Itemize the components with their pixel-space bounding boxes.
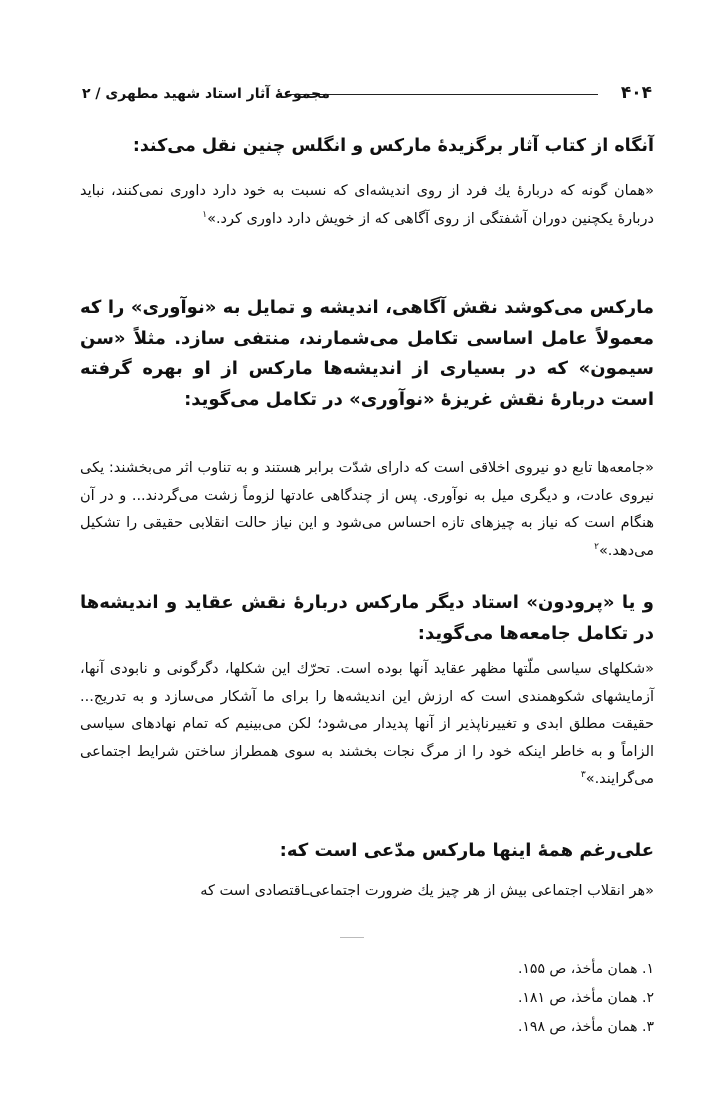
quote-2: «جامعه‌ها تابع دو نیروی اخلاقی است که دارای شدّت برابر هستند و به تناوب اثر می‌بخشند: یکی نیروی عادت، و دیگری میل به نوآوری. پس از چندگاهی عادتها لزوماً زشت می‌گردند... و در آن هنگام است که نیاز به چیزهای تازه احساس می‌شود و این نیاز حالت انقلابی حقیقی را تشکیل می‌دهد.»$^۲$: [80, 460, 654, 559]
footnote-ref-2: ۲: [594, 541, 599, 552]
footnote-ref-3: ۳: [580, 770, 586, 781]
footnote-3: ۳. همان مأخذ، ص ۱۹۸.: [517, 1019, 654, 1035]
page-header: [82, 82, 652, 108]
paragraph-marx-innovation: مارکس می‌کوشد نقش آگاهی، اندیشه و تمایل به «نوآوری» را که معمولاً عامل اساسی تکامل می‌شمارند، منتفی سازد. مثلاً «سن سیمون» که در بسیاری از اندیشه‌ها مارکس از او بهره گرفته است دربارهٔ نقش غریزهٔ «نوآوری» در تکامل می‌گوید:: [80, 297, 654, 410]
quote-4: «هر انقلاب اجتماعی بیش از هر چیز یك ضرورت اجتماعی‌ـاقتصادی است که: [200, 883, 654, 899]
paragraph-marx-claims: علی‌رغم همهٔ اینها مارکس مدّعی است که:: [279, 840, 654, 861]
quote-1: «همان گونه که دربارهٔ یك فرد از روی اندیشه‌ای که نسبت به خود دارد داوری نمی‌کنند، نباید دربارهٔ یکچنین دوران آشفتگی از روی آگاهی که از خویش دارد داوری کرد.»$^۱$: [80, 183, 654, 227]
paragraph-proudhon: و یا «پرودون» استاد دیگر مارکس دربارهٔ نقش عقاید و اندیشه‌ها در تکامل جامعه‌ها می‌گوید:: [80, 592, 654, 644]
footnotes: [80, 955, 654, 1042]
footnote-ref-1: ۱: [202, 209, 208, 220]
page-number: ۴۰۴: [620, 83, 652, 103]
header-rule: [287, 94, 598, 95]
running-title: مجموعهٔ آثار استاد شهید مطهری / ۲: [82, 86, 330, 102]
quote-3: «شکلهای سیاسی ملّتها مظهر عقاید آنها بوده است. تحرّك این شکلها، دگرگونی و نابودی آنها، آزمایشهای شکوهمندی است که ارزش این اندیشه‌ها را برای ما آشکار می‌سازد و به تدریج... حقیقت مطلق ابدی و تغییرناپذیر از آنها پدیدار می‌شود؛ لکن می‌بینیم که تمام نهادهای سیاسی الزاماً و به خاطر اینکه خود را از مرگ نجات بخشند به سوی همطراز ساختن شرایط اجتماعی می‌گرایند.»$^۳$: [80, 661, 654, 787]
footnote-1: ۱. همان مأخذ، ص ۱۵۵.: [517, 961, 654, 977]
intro-sentence: آنگاه از کتاب آثار برگزیدهٔ مارکس و انگلس چنین نقل می‌کند:: [132, 136, 654, 156]
footnote-separator: [340, 937, 364, 938]
footnote-2: ۲. همان مأخذ، ص ۱۸۱.: [517, 990, 654, 1006]
